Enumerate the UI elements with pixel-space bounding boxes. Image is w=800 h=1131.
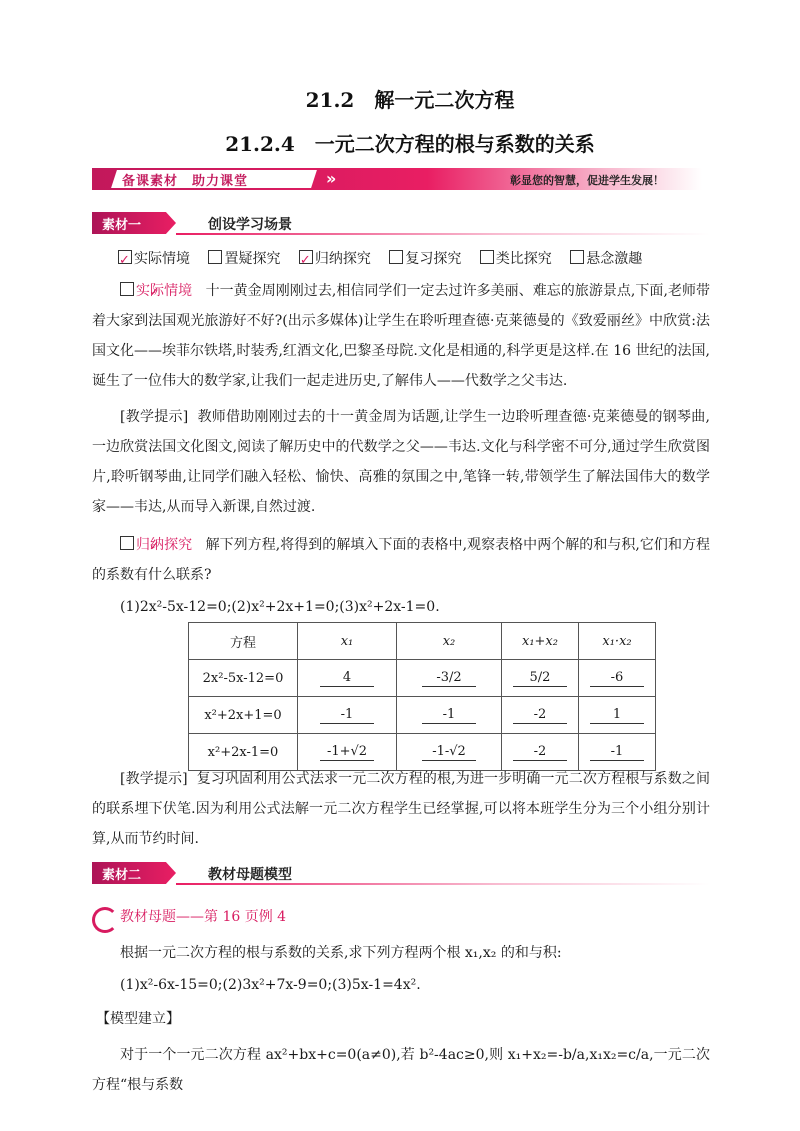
banner-right-text: 彰显您的智慧，促进学生发展！: [510, 174, 664, 187]
option-item: 复习探究: [389, 251, 461, 267]
option-item: 悬念激趣: [570, 251, 642, 267]
induction-label: 归纳探究: [136, 537, 193, 553]
checkbox-icon: [120, 536, 134, 550]
table-cell: x²+2x+1=0: [189, 697, 298, 734]
induction-paragraph: [92, 530, 710, 590]
question-line: 根据一元二次方程的根与系数的关系,求下列方程两个根 x₁,x₂ 的和与积:: [120, 945, 562, 961]
checkbox-icon: [208, 250, 222, 264]
hint1-text: 教师借助刚刚过去的十一黄金周为话题,让学生一边聆听理查德·克莱德曼的钢琴曲,一边欣赏法国文化图文,阅读了解历史中的代数学之父——韦达.文化与科学密不可分,通过学生欣赏图片,聆听钢琴曲,让同学们融入轻松、愉快、高雅的氛围之中,笔锋一转,带领学生了解法国伟大的数学家——韦达,从而导入新课,自然过渡.: [92, 409, 710, 515]
scene-label: 实际情境: [136, 283, 193, 299]
teaching-hint-1: [92, 402, 710, 522]
hook-icon: [92, 907, 118, 933]
induction-text: 解下列方程,将得到的解填入下面的表格中,观察表格中两个解的和与积,它们和方程的系数有什么联系?: [92, 537, 710, 583]
section-title: 21.2 解一元二次方程: [305, 88, 515, 112]
hint2-text: 复习巩固利用公式法求一元二次方程的根,为进一步明确一元二次方程根与系数之间的联系埋下伏笔.因为利用公式法解一元二次方程学生已经掌握,可以将本班学生分为三个小组分别计算,从而节约时间.: [92, 771, 710, 847]
table-cell: -1: [579, 734, 656, 771]
table-cell: -3/2: [397, 660, 502, 697]
equations-2: (1)x²-6x-15=0;(2)3x²+7x-9=0;(3)5x-1=4x².: [120, 977, 421, 993]
checkbox-icon: [120, 282, 134, 296]
scene-text: 十一黄金周刚刚过去,相信同学们一定去过许多美丽、难忘的旅游景点,下面,老师带着大家到法国观光旅游好不好?(出示多媒体)让学生在聆听理查德·克莱德曼的《致爱丽丝》中欣赏:法国文化——埃菲尔铁塔,时装秀,红酒文化,巴黎圣母院.文化是相通的,科学更是这样.在 16 世纪的法国,诞生了一位伟大的数学家,让我们一起走进历史,了解伟人——代数学之父韦达.: [92, 283, 710, 389]
chevron-right-icon: »: [326, 169, 337, 188]
table-header-cell: x₁+x₂: [502, 623, 579, 660]
material2-title: 教材母题模型: [208, 867, 292, 883]
table-cell: -1: [298, 697, 397, 734]
table-cell: -2: [502, 734, 579, 771]
teaching-hint-2: [92, 764, 710, 854]
table-header-cell: x₁·x₂: [579, 623, 656, 660]
material1-header: [92, 210, 710, 236]
checkbox-icon: [299, 250, 313, 264]
table-cell: 4: [298, 660, 397, 697]
material1-tag: 素材一: [102, 218, 142, 233]
material2-header: [92, 860, 710, 886]
table-cell: -1-√2: [397, 734, 502, 771]
table-cell: -6: [579, 660, 656, 697]
checkbox-icon: [118, 250, 132, 264]
option-item: ✓实际情境: [118, 251, 190, 267]
material1-title: 创设学习场景: [208, 217, 292, 233]
table-cell: 1: [579, 697, 656, 734]
equations-1: (1)2x²-5x-12=0;(2)x²+2x+1=0;(3)x²+2x-1=0.: [120, 599, 440, 615]
option-item: 置疑探究: [208, 251, 280, 267]
table-row: [189, 697, 656, 734]
table-cell: -2: [502, 697, 579, 734]
table-cell: -1+√2: [298, 734, 397, 771]
table-row: [189, 660, 656, 697]
checkbox-icon: [389, 250, 403, 264]
checkbox-icon: [570, 250, 584, 264]
table-header-cell: x₁: [298, 623, 397, 660]
table-cell: 2x²-5x-12=0: [189, 660, 298, 697]
table-cell: -1: [397, 697, 502, 734]
table-header-row: [189, 623, 656, 660]
option-list: [118, 244, 708, 274]
banner: [92, 168, 710, 192]
scene-paragraph: [92, 276, 710, 396]
roots-table: [188, 622, 656, 771]
subsection-title: 21.2.4 一元二次方程的根与系数的关系: [225, 132, 595, 156]
option-item: 类比探究: [480, 251, 552, 267]
hint1-label: [教学提示]: [120, 409, 189, 425]
table-header-cell: x₂: [397, 623, 502, 660]
banner-left-text: 备课素材 助力课堂: [122, 174, 249, 189]
checkbox-icon: [480, 250, 494, 264]
hint2-label: [教学提示]: [120, 771, 188, 787]
material2-tag: 素材二: [102, 868, 142, 883]
source-line: 教材母题——第 16 页例 4: [120, 909, 287, 925]
option-item: ✓ 归纳探究: [299, 251, 371, 267]
table-cell: x²+2x-1=0: [189, 734, 298, 771]
model-label: 【模型建立】: [96, 1011, 180, 1027]
model-text: 对于一个一元二次方程 ax²+bx+c=0(a≠0),若 b²-4ac≥0,则 x₁+x₂=-b/a,x₁x₂=c/a,一元二次方程“根与系数: [92, 1047, 710, 1093]
table-cell: 5/2: [502, 660, 579, 697]
table-header-cell: 方程: [189, 623, 298, 660]
